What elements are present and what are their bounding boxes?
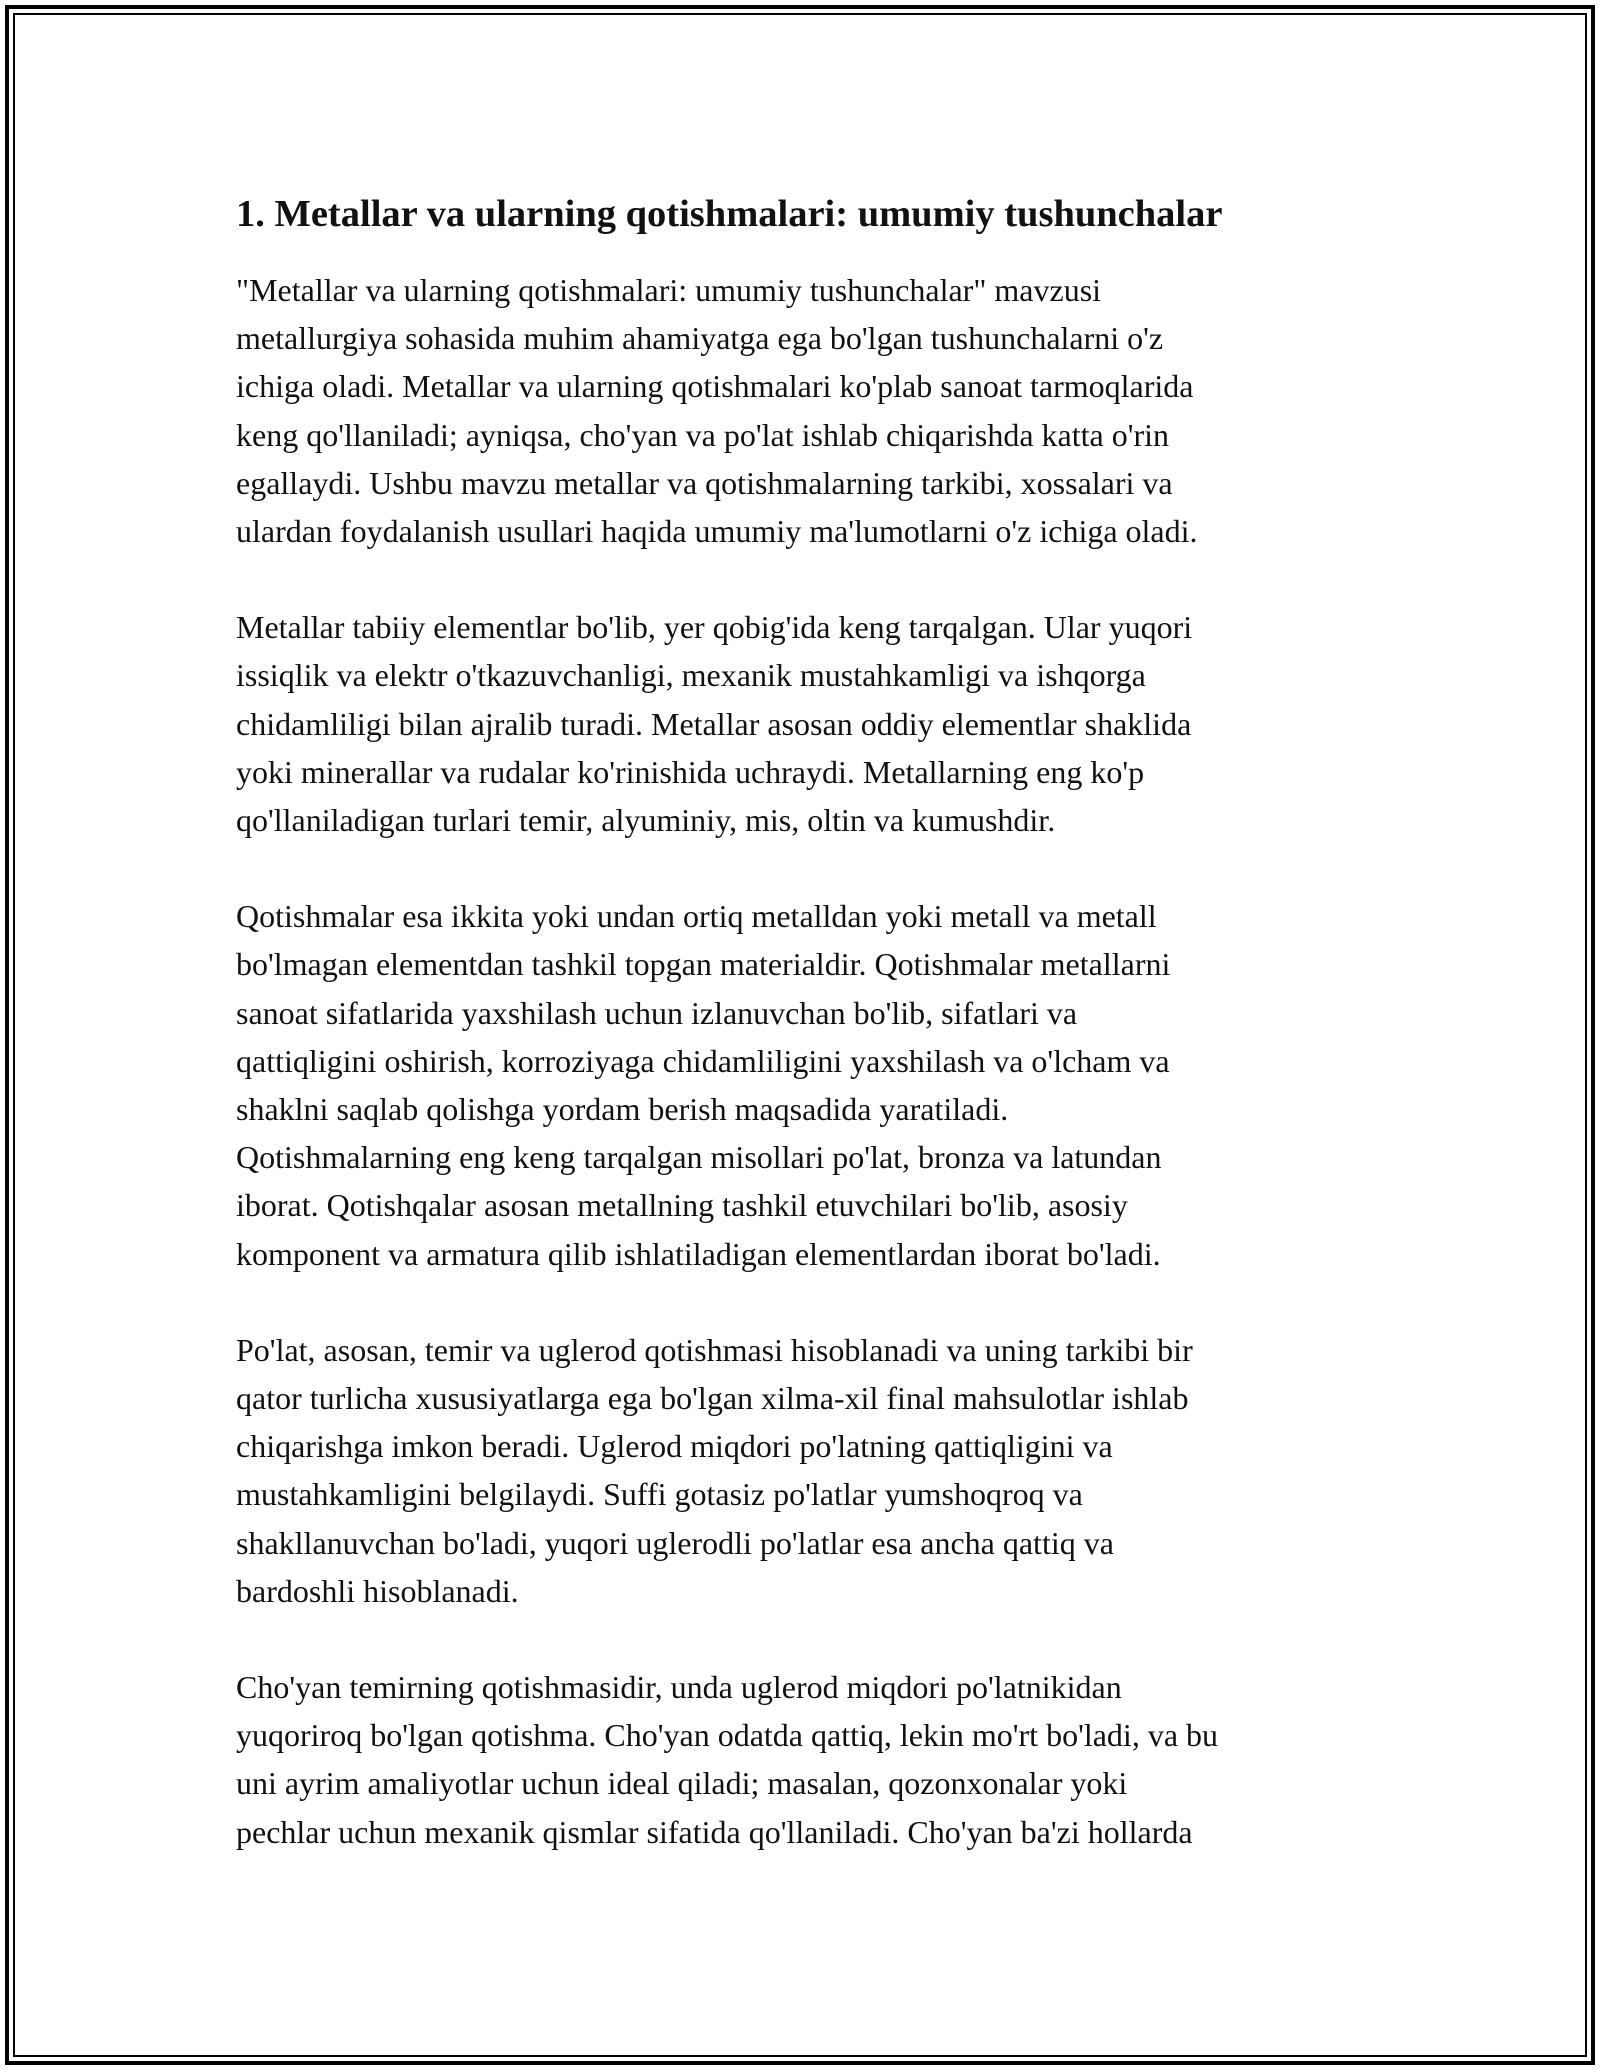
text-line: mustahkamligini belgilaydi. Suffi gotasiz po'latlar yumshoqroq va (236, 1476, 1083, 1513)
paragraph-metals (236, 603, 1376, 844)
text-line: pechlar uchun mexanik qismlar sifatida qo'llaniladi. Cho'yan ba'zi hollarda (236, 1813, 1193, 1850)
document-body (236, 186, 1376, 1856)
text-line: Cho'yan temirning qotishmasidir, unda uglerod miqdori po'latnikidan (236, 1669, 1122, 1706)
text-line: sanoat sifatlarida yaxshilash uchun izlanuvchan bo'lib, sifatlari va (236, 994, 1078, 1031)
text-line: egallaydi. Ushbu mavzu metallar va qotishmalarning tarkibi, xossalari va (236, 464, 1173, 501)
text-line: Qotishmalarning eng keng tarqalgan misollari po'lat, bronza va latundan (236, 1139, 1162, 1176)
text-line: yoki minerallar va rudalar ko'rinishida uchraydi. Metallarning eng ko'p (236, 753, 1145, 790)
text-line: uni ayrim amaliyotlar uchun ideal qiladi; masalan, qozonxonalar yoki (236, 1765, 1128, 1802)
text-line: yuqoriroq bo'lgan qotishma. Cho'yan odatda qattiq, lekin mo'rt bo'ladi, va bu (236, 1717, 1219, 1754)
text-line: Metallar tabiiy elementlar bo'lib, yer qobig'ida keng tarqalgan. Ular yuqori (236, 609, 1193, 646)
text-line: shaklni saqlab qolishga yordam berish maqsadida yaratiladi. (236, 1091, 1009, 1128)
text-line: Qotishmalar esa ikkita yoki undan ortiq metalldan yoki metall va metall (236, 898, 1157, 935)
text-line: ulardan foydalanish usullari haqida umumiy ma'lumotlarni o'z ichiga oladi. (236, 513, 1198, 550)
text-line: Po'lat, asosan, temir va uglerod qotishmasi hisoblanadi va uning tarkibi bir (236, 1331, 1193, 1368)
paragraph-steel (236, 1326, 1376, 1615)
text-line: chidamliligi bilan ajralib turadi. Metallar asosan oddiy elementlar shaklida (236, 705, 1192, 742)
text-line: ichiga oladi. Metallar va ularning qotishmalari ko'plab sanoat tarmoqlarida (236, 368, 1194, 405)
text-line: iborat. Qotishqalar asosan metallning tashkil etuvchilari bo'lib, asosiy (236, 1187, 1128, 1224)
text-line: metallurgiya sohasida muhim ahamiyatga ega bo'lgan tushunchalarni o'z (236, 320, 1164, 357)
text-line: qo'llaniladigan turlari temir, alyuminiy, mis, oltin va kumushdir. (236, 802, 1056, 839)
text-line: chiqarishga imkon beradi. Uglerod miqdori po'latning qattiqligini va (236, 1428, 1113, 1465)
text-line: "Metallar va ularning qotishmalari: umumiy tushunchalar" mavzusi (236, 272, 1102, 308)
text-line: shakllanuvchan bo'ladi, yuqori uglerodli po'latlar esa ancha qattiq va (236, 1524, 1114, 1561)
paragraph-alloys (236, 892, 1376, 1278)
text-line: qattiqligini oshirish, korroziyaga chidamliligini yaxshilash va o'lcham va (236, 1042, 1170, 1079)
paragraph-cast-iron (236, 1663, 1376, 1856)
text-line: komponent va armatura qilib ishlatiladigan elementlardan iborat bo'ladi. (236, 1235, 1161, 1272)
section-heading: 1. Metallar va ularning qotishmalari: umumiy tushunchalar (236, 193, 1223, 235)
text-line: bardoshli hisoblanadi. (236, 1572, 519, 1609)
text-line: issiqlik va elektr o'tkazuvchanligi, mexanik mustahkamligi va ishqorga (236, 657, 1146, 694)
text-line: bo'lmagan elementdan tashkil topgan materialdir. Qotishmalar metallarni (236, 946, 1171, 983)
text-line: keng qo'llaniladi; ayniqsa, cho'yan va po'lat ishlab chiqarishda katta o'rin (236, 416, 1170, 453)
paragraph-intro (236, 266, 1376, 555)
text-line: qator turlicha xususiyatlarga ega bo'lgan xilma-xil final mahsulotlar ishlab (236, 1380, 1189, 1417)
